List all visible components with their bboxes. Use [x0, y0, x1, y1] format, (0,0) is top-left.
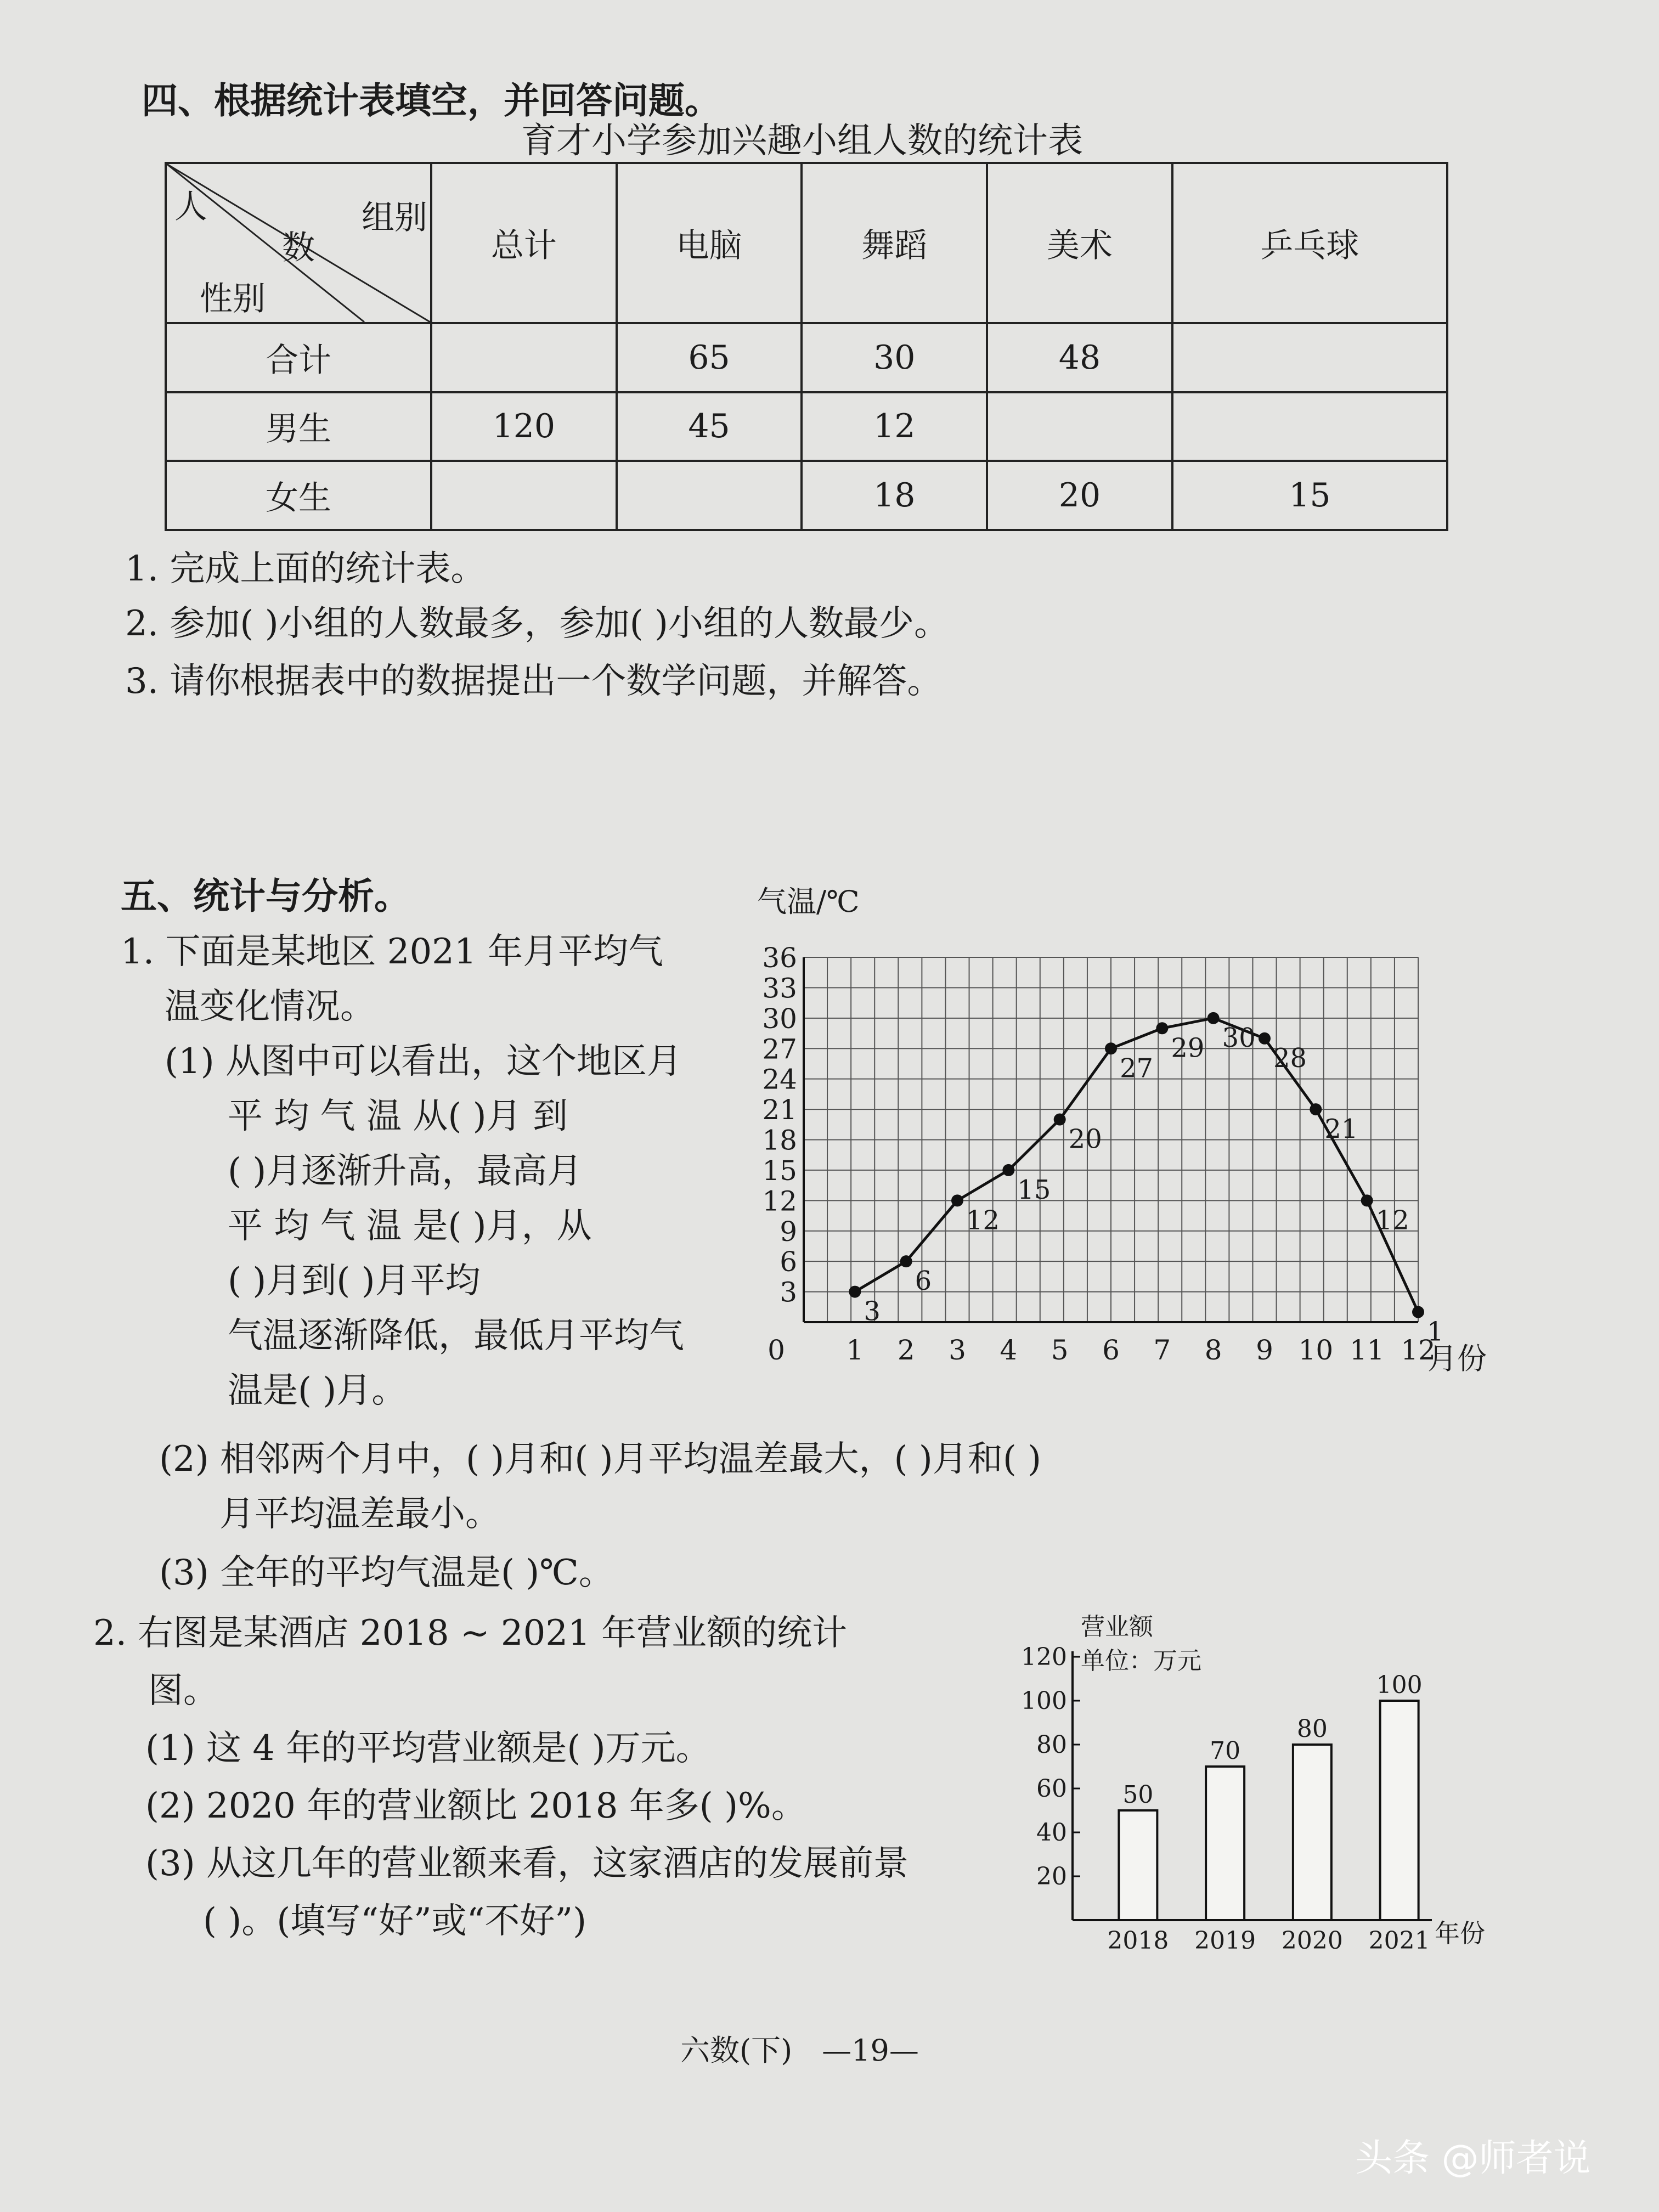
- corner-label-person: 人: [174, 188, 207, 226]
- data-label: 21: [1324, 1114, 1358, 1145]
- data-label: 27: [1120, 1053, 1154, 1084]
- data-point: [900, 1255, 912, 1267]
- table-header: 舞蹈: [802, 163, 987, 323]
- text-line: 气温逐渐降低，最低月平均气: [228, 1316, 684, 1356]
- bar-value-label: 80: [1296, 1715, 1328, 1743]
- data-label: 28: [1273, 1042, 1307, 1074]
- data-label: 30: [1222, 1022, 1256, 1053]
- table-corner-cell: [166, 163, 431, 323]
- x-category-labels: [1107, 1927, 1430, 1955]
- y-tick-label: 20: [1036, 1863, 1067, 1891]
- bar: [1119, 1810, 1157, 1920]
- bar-value-label: 70: [1210, 1737, 1241, 1765]
- data-point: [1002, 1164, 1014, 1176]
- temperature-line-chart: [735, 878, 1525, 1404]
- x-tick-label: 3: [949, 1334, 966, 1366]
- s4-question-2: 2. 参加( )小组的人数最多，参加( )小组的人数最少。: [125, 603, 949, 644]
- x-tick-label: 4: [1000, 1334, 1018, 1366]
- text-line: 月平均温差最小。: [219, 1494, 500, 1534]
- x-tick-label: 12: [1401, 1334, 1436, 1366]
- data-point: [1054, 1114, 1066, 1126]
- s5-problem-2: [93, 1605, 909, 1950]
- x-axis-label: 年份: [1435, 1918, 1485, 1948]
- x-category-label: 2021: [1368, 1927, 1430, 1955]
- table-cell: [431, 323, 617, 392]
- x-tick-label: 8: [1204, 1334, 1222, 1366]
- x-tick-label: 0: [768, 1334, 785, 1366]
- table-cell: [617, 461, 802, 530]
- text-line: (1) 从图中可以看出，这个地区月: [165, 1041, 682, 1082]
- y-tick-labels: [1021, 1643, 1080, 1891]
- text-line: 平 均 气 温 是( )月，从: [228, 1206, 592, 1246]
- data-label: 12: [1375, 1205, 1409, 1236]
- table-cell: 20: [987, 461, 1172, 530]
- y-tick-label: 6: [780, 1246, 797, 1278]
- table-cell: 48: [987, 323, 1172, 392]
- bars: [1119, 1701, 1418, 1920]
- y-tick-label: 60: [1036, 1775, 1067, 1803]
- x-category-label: 2020: [1281, 1927, 1343, 1955]
- data-point: [1105, 1042, 1117, 1054]
- corner-label-gender: 性别: [200, 280, 266, 318]
- bar: [1206, 1767, 1244, 1920]
- x-tick-label: 9: [1256, 1334, 1273, 1366]
- data-point: [1412, 1306, 1424, 1318]
- y-tick-label: 18: [762, 1124, 797, 1156]
- text-line: ( )月逐渐升高，最高月: [228, 1151, 583, 1192]
- table-header: 总计: [431, 163, 617, 323]
- text-line: 平 均 气 温 从( )月 到: [228, 1096, 568, 1137]
- table-cell: 45: [617, 392, 802, 461]
- bar-value-label: 100: [1376, 1671, 1423, 1699]
- text-line: (3) 从这几年的营业额来看，这家酒店的发展前景: [145, 1843, 909, 1884]
- table-header: 美术: [987, 163, 1172, 323]
- table-cell: 30: [802, 323, 987, 392]
- y-tick-label: 33: [762, 972, 797, 1005]
- table-cell: 18: [802, 461, 987, 530]
- interest-group-table: [165, 162, 1448, 531]
- bar: [1293, 1745, 1331, 1920]
- data-label: 20: [1068, 1124, 1102, 1155]
- y-tick-label: 21: [762, 1094, 797, 1126]
- y-tick-label: 12: [762, 1185, 797, 1217]
- s5-p1-question-2: [159, 1432, 1041, 1542]
- text-line: 温变化情况。: [165, 986, 375, 1027]
- y-tick-label: 30: [762, 1002, 797, 1035]
- data-point: [1207, 1012, 1220, 1024]
- data-label: 1: [1427, 1316, 1444, 1347]
- data-point: [951, 1194, 963, 1206]
- y-tick-label: 120: [1021, 1643, 1067, 1671]
- s5-p1-question-3: (3) 全年的平均气温是( )℃。: [159, 1553, 614, 1593]
- s5-problem-1: [121, 924, 684, 1418]
- x-category-label: 2019: [1194, 1927, 1256, 1955]
- data-point: [1156, 1022, 1168, 1034]
- y-tick-label: 27: [762, 1033, 797, 1065]
- table-cell: 12: [802, 392, 987, 461]
- x-tick-label: 1: [846, 1334, 864, 1366]
- y-axis-label: 营业额: [1081, 1613, 1153, 1641]
- y-tick-label: 24: [762, 1063, 797, 1096]
- x-tick-label: 10: [1298, 1334, 1334, 1366]
- data-label: 15: [1017, 1174, 1051, 1205]
- table-row: [166, 392, 1447, 461]
- section4-heading: 四、根据统计表填空，并回答问题。: [142, 79, 721, 122]
- text-line: (2) 2020 年的营业额比 2018 年多( )%。: [145, 1786, 806, 1826]
- table-row: [166, 323, 1447, 392]
- s4-question-3: 3. 请你根据表中的数据提出一个数学问题，并解答。: [125, 661, 943, 702]
- x-tick-label: 11: [1349, 1334, 1385, 1366]
- x-axis-label: 月份: [1427, 1341, 1487, 1376]
- data-point: [1361, 1194, 1373, 1206]
- text-line: 图。: [148, 1671, 218, 1711]
- text-line: 2. 右图是某酒店 2018 ~ 2021 年营业额的统计: [93, 1613, 848, 1654]
- y-tick-label: 15: [762, 1154, 797, 1187]
- table-header: 乒乓球: [1172, 163, 1447, 323]
- x-tick-label: 5: [1051, 1334, 1069, 1366]
- y-tick-label: 3: [780, 1276, 797, 1308]
- revenue-bar-chart: [998, 1602, 1547, 1975]
- text-line: (1) 这 4 年的平均营业额是( )万元。: [145, 1728, 711, 1769]
- corner-label-count: 数: [282, 229, 315, 267]
- bar: [1380, 1701, 1419, 1920]
- data-label: 6: [915, 1266, 932, 1297]
- x-category-label: 2018: [1107, 1927, 1169, 1955]
- x-tick-labels: [768, 1334, 1436, 1366]
- unit-label: 单位：万元: [1081, 1647, 1201, 1675]
- text-line: 温是( )月。: [228, 1370, 407, 1411]
- y-tick-label: 36: [762, 942, 797, 974]
- y-tick-label: 9: [780, 1215, 797, 1248]
- data-label: 12: [966, 1205, 1000, 1236]
- table-cell: 65: [617, 323, 802, 392]
- row-label: 合计: [166, 323, 431, 392]
- data-point: [1259, 1032, 1271, 1045]
- watermark: 头条 @师者说: [1355, 2137, 1591, 2180]
- table-cell: 15: [1172, 461, 1447, 530]
- data-point: [849, 1286, 861, 1298]
- section5-heading: 五、统计与分析。: [121, 874, 410, 917]
- x-tick-label: 2: [897, 1334, 915, 1366]
- text-line: 1. 下面是某地区 2021 年月平均气: [121, 932, 663, 972]
- corner-label-group: 组别: [362, 199, 427, 237]
- x-tick-label: 6: [1102, 1334, 1120, 1366]
- y-tick-label: 80: [1036, 1731, 1067, 1759]
- y-tick-label: 100: [1021, 1687, 1067, 1715]
- data-label: 3: [864, 1296, 881, 1327]
- page-number: 六数(下) —19—: [680, 2033, 919, 2068]
- bar-value-label: 50: [1122, 1781, 1154, 1809]
- text-line: ( )月到( )月平均: [228, 1261, 481, 1301]
- table-cell: [987, 392, 1172, 461]
- table-cell: 120: [431, 392, 617, 461]
- y-axis-label: 气温/℃: [757, 884, 860, 919]
- data-point: [1310, 1103, 1322, 1115]
- table-cell: [1172, 392, 1447, 461]
- table-header: 电脑: [617, 163, 802, 323]
- table-cell: [1172, 323, 1447, 392]
- table-cell: [431, 461, 617, 530]
- bar-value-labels: [1122, 1671, 1422, 1809]
- row-label: 男生: [166, 392, 431, 461]
- data-label: 29: [1171, 1032, 1205, 1064]
- y-tick-labels: [762, 942, 797, 1308]
- text-line: (2) 相邻两个月中，( )月和( )月平均温差最大，( )月和( ): [159, 1439, 1042, 1480]
- row-label: 女生: [166, 461, 431, 530]
- table-row: [166, 461, 1447, 530]
- s4-question-1: 1. 完成上面的统计表。: [125, 549, 486, 589]
- x-tick-label: 7: [1153, 1334, 1171, 1366]
- table-title: 育才小学参加兴趣小组人数的统计表: [521, 121, 1083, 161]
- text-line: ( )。(填写“好”或“不好”): [203, 1901, 587, 1942]
- y-tick-label: 40: [1036, 1819, 1067, 1847]
